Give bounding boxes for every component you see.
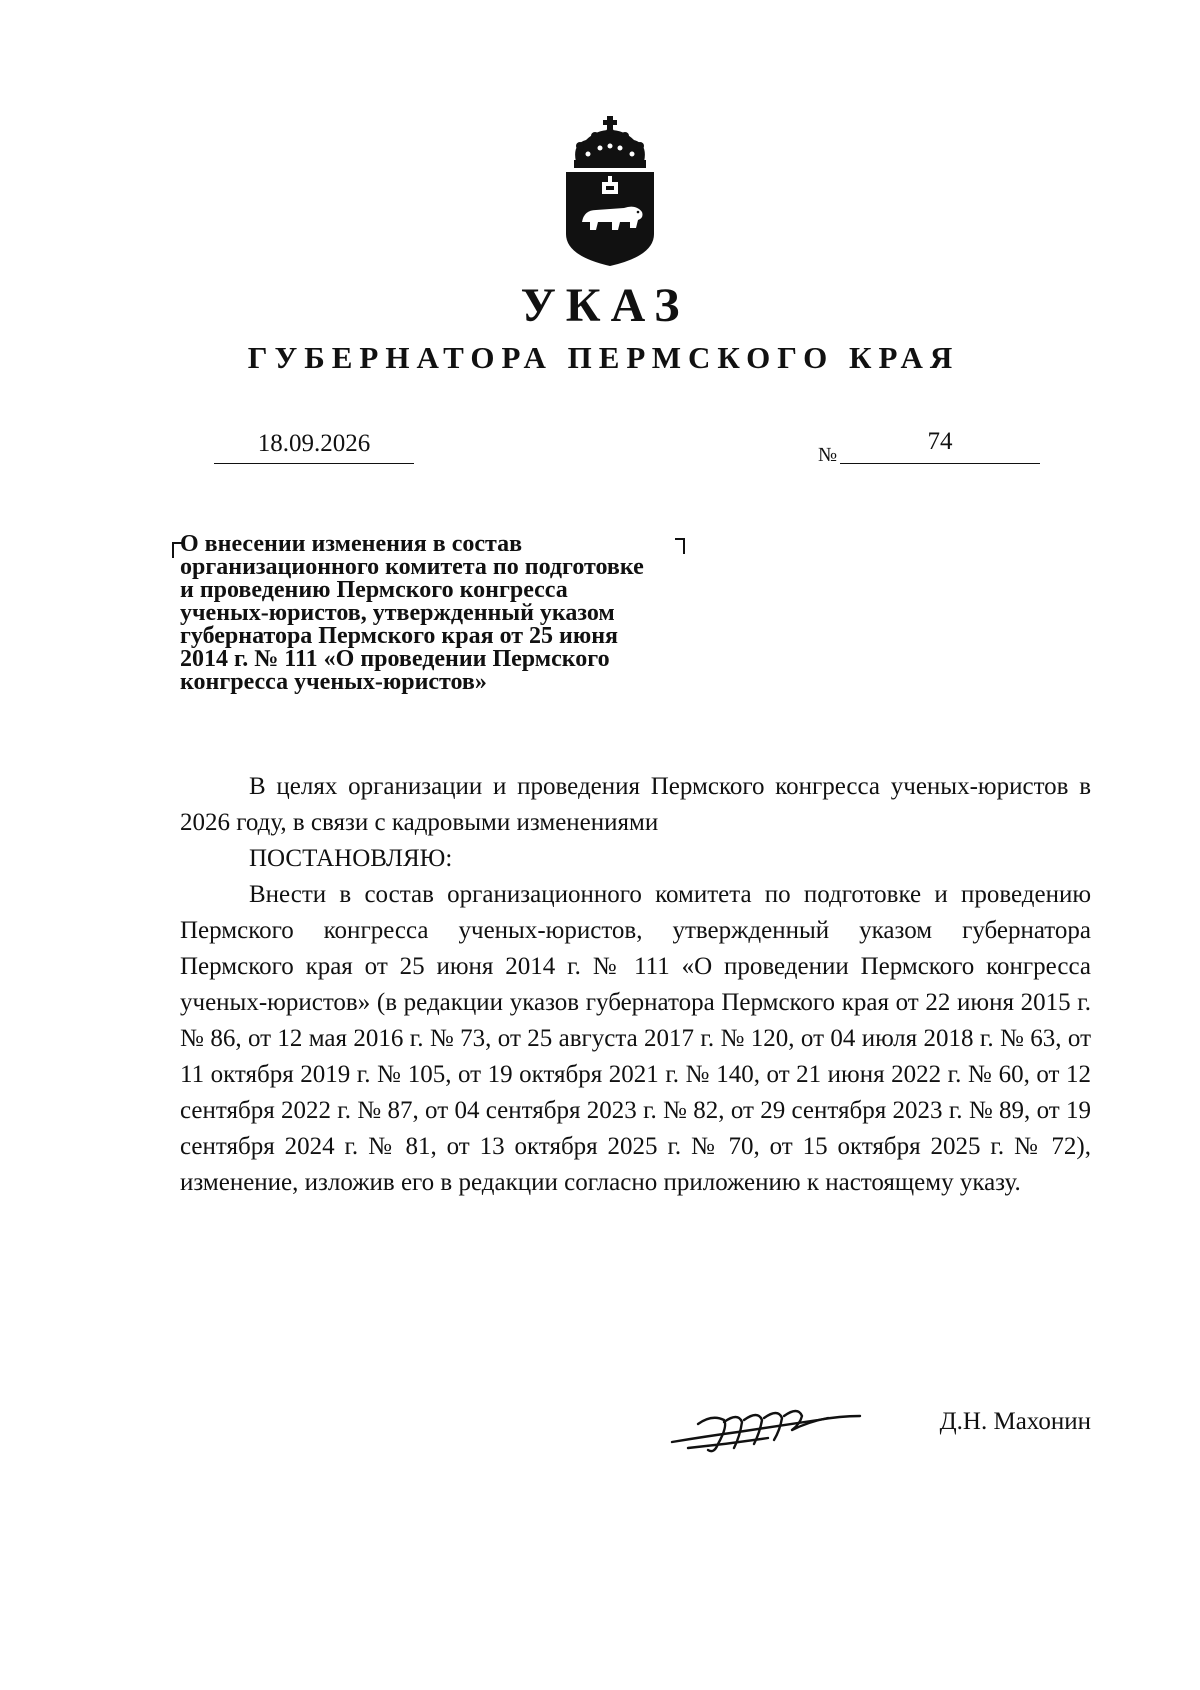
document-body	[180, 769, 1091, 1201]
main-paragraph: Внести в состав организационного комитета по подготовке и проведению Пермского конгресса ученых-юристов, утвержденный указом губернатора Пермского края от 25 июня 2014 г. № 111 «О проведении Пермского конгресса ученых-юристов» (в редакции указов губернатора Пермского края от 22 июня 2015 г. № 86, от 12 мая 2016 г. № 73, от 25 августа 2017 г. № 120, от 04 июля 2018 г. № 63, от 11 октября 2019 г. № 105, от 19 октября 2021 г. № 140, от 21 июня 2022 г. № 60, от 12 сентября 2022 г. № 87, от 04 сентября 2023 г. № 82, от 29 сентября 2023 г. № 89, от 19 сентября 2024 г. № 81, от 13 октября 2025 г. № 70, от 15 октября 2025 г. № 72), изменение, изложив его в редакции согласно приложению к настоящему указу.	[180, 881, 1091, 1196]
heading-line: организационного комитета по подготовке	[180, 554, 644, 580]
number-underline	[840, 463, 1040, 464]
heading-line: О внесении изменения в состав	[180, 531, 523, 557]
heading-line: конгресса ученых-юристов»	[180, 669, 487, 695]
heading-line: губернатора Пермского края от 25 июня	[180, 623, 619, 649]
resolve-paragraph: ПОСТАНОВЛЯЮ:	[249, 845, 453, 872]
signer-name: Д.Н. Махонин	[939, 1408, 1091, 1435]
document-date: 18.09.2026	[257, 430, 371, 457]
heading-line: 2014 г. № 111 «О проведении Пермского	[180, 646, 610, 672]
document-title: УКАЗ	[520, 279, 690, 332]
document-heading	[180, 533, 740, 694]
preamble-paragraph: В целях организации и проведения Пермского конгресса ученых-юристов в 2026 году, в связи с кадровыми изменениями	[180, 773, 1091, 836]
document-subtitle: ГУБЕРНАТОРА ПЕРМСКОГО КРАЯ	[247, 340, 960, 375]
date-underline	[214, 463, 414, 464]
coat-of-arms-icon	[562, 116, 658, 266]
signature-icon	[668, 1402, 864, 1458]
heading-line: ученых-юристов, утвержденный указом	[180, 600, 615, 626]
document-number: 74	[927, 428, 953, 455]
number-sign: №	[818, 444, 838, 466]
heading-line: и проведению Пермского конгресса	[180, 577, 568, 603]
